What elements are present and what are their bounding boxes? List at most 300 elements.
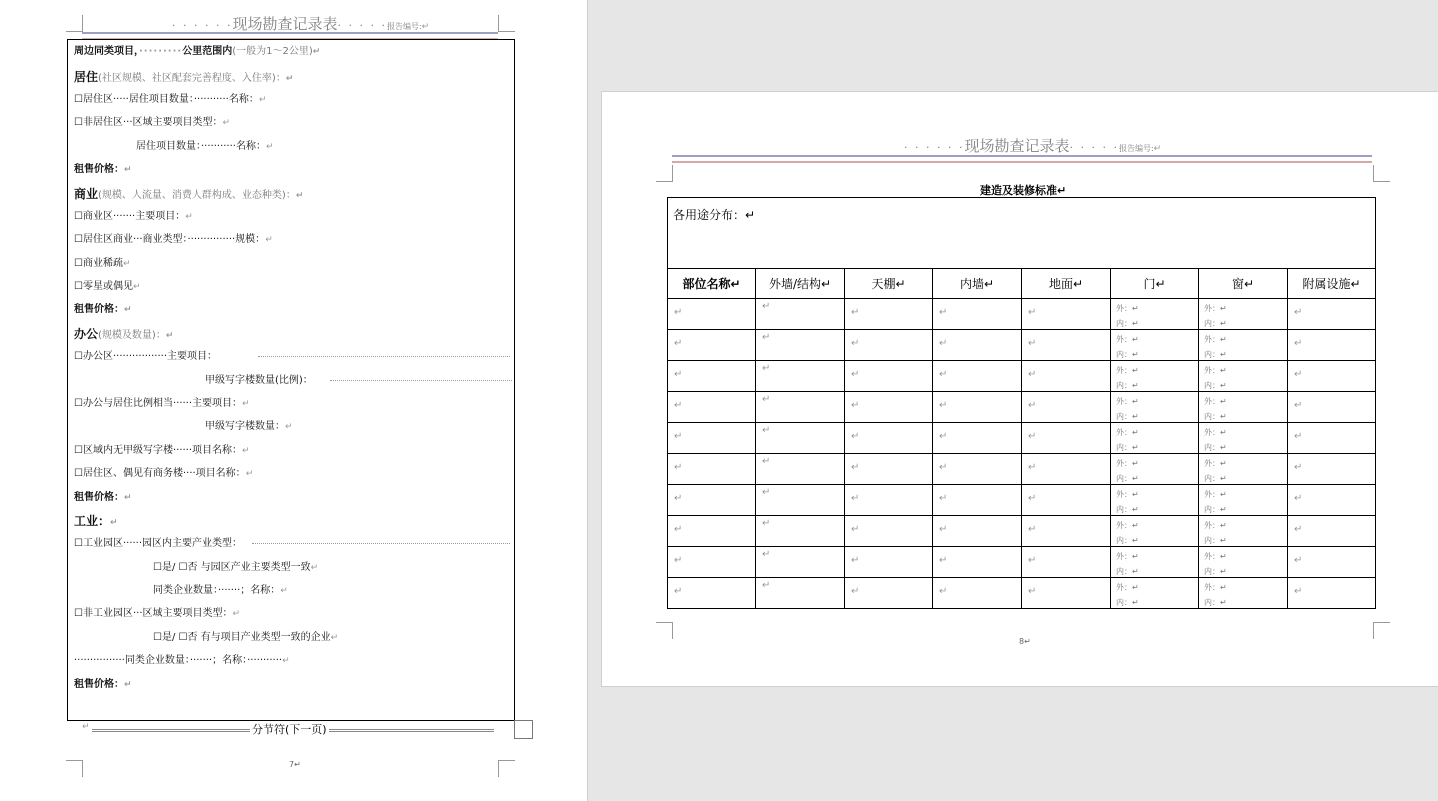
table-cell[interactable]	[668, 361, 756, 392]
outer-inner-fields	[1204, 518, 1227, 548]
paragraph-mark: ↵	[242, 446, 250, 456]
table-cell[interactable]	[933, 485, 1022, 516]
line-text: ☐非工业园区···区域主要项目类型：	[74, 608, 233, 619]
paragraph-mark: ↵	[1028, 431, 1037, 442]
paragraph-mark: ↵	[939, 369, 948, 380]
outer-label: 外：↵	[1116, 335, 1139, 344]
line-text: 同类企业数量：·······；名称：	[153, 585, 281, 596]
table-cell[interactable]	[845, 361, 933, 392]
line-text: ☐居住区商业···商业类型：···············规模：	[74, 234, 266, 245]
table-cell[interactable]	[1111, 330, 1199, 361]
paragraph-mark: ↵	[939, 493, 948, 504]
inner-label: 内：↵	[1116, 319, 1139, 328]
paragraph-mark: ↵	[851, 400, 860, 411]
inner-label: 内：↵	[1116, 350, 1139, 359]
usage-distribution-label: 各用途分布：↵	[673, 208, 756, 222]
paragraph-mark: ↵	[762, 394, 771, 405]
dotted-leader	[252, 543, 510, 544]
table-cell[interactable]	[845, 547, 933, 578]
table-cell[interactable]	[668, 423, 756, 454]
table-cell[interactable]	[756, 547, 845, 578]
paragraph-mark: ↵	[245, 469, 254, 479]
paragraph-mark: ↵	[1294, 369, 1303, 380]
table-cell[interactable]	[933, 330, 1022, 361]
table-cell[interactable]	[1022, 330, 1111, 361]
survey-line	[153, 561, 318, 575]
line-text: ☐办公区·················主要项目：	[74, 351, 218, 362]
table-cell[interactable]	[668, 299, 756, 330]
column-header: 窗↵	[1199, 269, 1288, 299]
outer-inner-fields	[1204, 549, 1227, 579]
line-text: ☐工业园区······园区内主要产业类型：	[74, 538, 243, 549]
paragraph-mark: ↵	[124, 305, 132, 315]
table-cell[interactable]	[933, 578, 1022, 609]
line-text: ☐居住区·····居住项目数量：···········名称：	[74, 94, 259, 105]
survey-line	[205, 420, 293, 434]
paragraph-mark: ↵	[110, 518, 118, 528]
line-text: ☐是/ ☐否 有与项目产业类型一致的企业	[153, 632, 331, 643]
survey-line	[74, 607, 240, 621]
paragraph-mark: ↵	[1294, 307, 1303, 318]
inner-label: 内：↵	[1116, 598, 1139, 607]
column-header: 附属设施↵	[1288, 269, 1376, 299]
table-cell[interactable]	[933, 299, 1022, 330]
table-cell[interactable]	[1288, 547, 1376, 578]
column-header: 天棚↵	[845, 269, 933, 299]
paragraph-mark: ↵	[124, 493, 132, 503]
table-row	[668, 485, 1376, 516]
line-text: 租售价格：	[74, 164, 124, 175]
table-cell[interactable]	[668, 392, 756, 423]
table-cell[interactable]	[845, 516, 933, 547]
line-text: 租售价格：	[74, 304, 124, 315]
table-row	[668, 392, 1376, 423]
crop-mark-bottom-right	[1373, 622, 1390, 639]
survey-line	[153, 584, 288, 598]
paragraph-mark: ↵	[851, 524, 860, 535]
survey-line	[74, 70, 293, 86]
table-cell[interactable]	[933, 547, 1022, 578]
line-text: ················同类企业数量：·······；名称：···········	[74, 655, 283, 666]
survey-line	[74, 303, 132, 317]
line-text: ☐是/ ☐否 与园区产业主要类型一致	[153, 562, 311, 573]
paragraph-mark: ↵	[1294, 493, 1303, 504]
paragraph-mark: ↵	[939, 400, 948, 411]
table-cell[interactable]	[1111, 361, 1199, 392]
crop-mark-bottom-left	[656, 622, 673, 639]
table-cell[interactable]	[756, 516, 845, 547]
table-cell[interactable]	[1199, 361, 1288, 392]
line-text: (社区规模、社区配套完善程度、入住率)：	[98, 73, 286, 84]
outer-label: 外：↵	[1204, 459, 1227, 468]
paragraph-mark: ↵	[674, 586, 683, 597]
table-cell[interactable]	[1111, 485, 1199, 516]
table-cell[interactable]	[668, 454, 756, 485]
table-cell[interactable]	[845, 485, 933, 516]
paragraph-mark: ↵	[674, 307, 683, 318]
survey-line	[74, 444, 250, 458]
line-text: 甲级写字楼数量：	[205, 421, 285, 432]
survey-line	[136, 140, 274, 154]
outer-inner-fields	[1204, 425, 1227, 455]
page-7	[0, 0, 588, 801]
survey-line	[74, 257, 131, 271]
header-dots: · · · · · ·	[172, 19, 233, 32]
paragraph-mark: ↵	[232, 609, 241, 619]
paragraph-mark: ↵	[851, 338, 860, 349]
crop-mark-top-right	[498, 15, 515, 32]
paragraph-mark: ↵	[1028, 338, 1037, 349]
construction-standard-table	[667, 197, 1376, 609]
dotted-leader	[330, 380, 512, 381]
outer-label: 外：↵	[1204, 428, 1227, 437]
dotted-leader	[258, 356, 510, 357]
paragraph-mark: ↵	[265, 142, 274, 152]
paragraph-mark: ↵	[674, 338, 683, 349]
survey-line	[74, 93, 266, 107]
table-cell[interactable]	[756, 578, 845, 609]
line-text: (一般为1～2公里)	[232, 46, 313, 57]
table-cell[interactable]	[756, 330, 845, 361]
paragraph-mark: ↵	[124, 680, 132, 690]
table-cell[interactable]	[1288, 299, 1376, 330]
outer-label: 外：↵	[1204, 366, 1227, 375]
outer-inner-fields	[1116, 394, 1139, 424]
table-cell[interactable]	[1111, 299, 1199, 330]
paragraph-mark: ↵	[165, 331, 174, 341]
line-text: 办公	[74, 327, 99, 341]
paragraph-mark: ↵	[762, 580, 771, 591]
table-row	[668, 454, 1376, 485]
table-cell[interactable]	[1199, 454, 1288, 485]
report-number-label: 报告编号:	[386, 22, 422, 31]
paragraph-mark: ↵	[421, 22, 430, 32]
crop-mark-bottom-right	[498, 760, 515, 777]
paragraph-mark: ↵	[674, 493, 683, 504]
paragraph-mark: ↵	[762, 332, 771, 343]
outer-label: 外：↵	[1204, 583, 1227, 592]
paragraph-mark: ↵	[1294, 400, 1303, 411]
paragraph-mark: ↵	[82, 722, 90, 732]
table-cell[interactable]	[845, 299, 933, 330]
inner-label: 内：↵	[1204, 505, 1227, 514]
outer-inner-fields	[1116, 363, 1139, 393]
section-break	[82, 722, 494, 736]
header-dots-2: · · · · ·	[1069, 141, 1119, 154]
layout-options-box[interactable]	[514, 720, 533, 739]
paragraph-mark: ↵	[282, 656, 290, 666]
line-text: 商业	[74, 187, 99, 201]
paragraph-mark: ↵	[762, 518, 771, 529]
paragraph-mark: ↵	[674, 369, 683, 380]
table-row	[668, 299, 1376, 330]
outer-label: 外：↵	[1204, 552, 1227, 561]
outer-label: 外：↵	[1116, 583, 1139, 592]
column-header: 门↵	[1111, 269, 1199, 299]
table-cell[interactable]	[1022, 392, 1111, 423]
line-text: 周边同类项目，	[74, 46, 139, 57]
line-text: 居住项目数量：···········名称：	[136, 141, 266, 152]
table-cell[interactable]	[1111, 392, 1199, 423]
table-row	[668, 578, 1376, 609]
table-cell[interactable]	[1288, 578, 1376, 609]
table-cell[interactable]	[933, 454, 1022, 485]
paragraph-mark: ↵	[1028, 524, 1037, 535]
table-cell[interactable]	[1199, 578, 1288, 609]
page-header	[172, 13, 429, 34]
outer-inner-fields	[1116, 549, 1139, 579]
table-cell[interactable]	[933, 392, 1022, 423]
table-cell[interactable]	[1022, 578, 1111, 609]
paragraph-mark: ↵	[242, 399, 250, 409]
survey-line	[74, 116, 230, 130]
table-cell[interactable]	[1288, 330, 1376, 361]
paragraph-mark: ↵	[851, 307, 860, 318]
inner-label: 内：↵	[1204, 350, 1227, 359]
table-cell[interactable]	[668, 330, 756, 361]
table-cell[interactable]	[668, 547, 756, 578]
table-cell[interactable]	[1288, 423, 1376, 454]
survey-line	[205, 374, 313, 388]
paragraph-mark: ↵	[674, 431, 683, 442]
paragraph-mark: ↵	[762, 363, 771, 374]
outer-inner-fields	[1204, 332, 1227, 362]
page-number: 8↵	[1019, 637, 1031, 646]
paragraph-mark: ↵	[1294, 586, 1303, 597]
outer-label: 外：↵	[1204, 304, 1227, 313]
inner-label: 内：↵	[1116, 474, 1139, 483]
outer-label: 外：↵	[1116, 366, 1139, 375]
outer-inner-fields	[1116, 301, 1139, 331]
table-cell[interactable]	[845, 454, 933, 485]
line-text: ☐零星或偶见	[74, 281, 133, 292]
outer-inner-fields	[1116, 518, 1139, 548]
paragraph-mark: ↵	[222, 118, 231, 128]
paragraph-mark: ↵	[939, 586, 948, 597]
table-row	[668, 330, 1376, 361]
crop-mark-top-right	[1373, 165, 1390, 182]
page-header	[904, 135, 1161, 156]
outer-inner-fields	[1116, 425, 1139, 455]
table-cell[interactable]	[1022, 454, 1111, 485]
table-cell[interactable]	[1022, 423, 1111, 454]
line-text: ☐办公与居住比例相当······主要项目：	[74, 398, 243, 409]
inner-label: 内：↵	[1204, 443, 1227, 452]
header-dots: · · · · · ·	[904, 141, 965, 154]
paragraph-mark: ↵	[762, 301, 771, 312]
paragraph-mark: ↵	[939, 307, 948, 318]
paragraph-mark: ↵	[310, 563, 319, 573]
paragraph-mark: ↵	[762, 487, 771, 498]
table-cell[interactable]	[1199, 392, 1288, 423]
table-cell[interactable]	[1199, 516, 1288, 547]
table-cell[interactable]	[756, 361, 845, 392]
survey-line	[74, 491, 132, 505]
survey-line	[74, 187, 303, 203]
table-cell[interactable]	[1111, 516, 1199, 547]
paragraph-mark: ↵	[1294, 462, 1303, 473]
paragraph-mark: ↵	[939, 462, 948, 473]
table-cell[interactable]	[1199, 547, 1288, 578]
table-cell[interactable]	[1022, 485, 1111, 516]
paragraph-mark: ↵	[674, 400, 683, 411]
paragraph-mark: ↵	[1028, 493, 1037, 504]
paragraph-mark: ↵	[851, 431, 860, 442]
table-cell[interactable]	[1199, 330, 1288, 361]
table-cell[interactable]	[1288, 516, 1376, 547]
paragraph-mark: ↵	[1294, 338, 1303, 349]
outer-label: 外：↵	[1204, 521, 1227, 530]
paragraph-mark: ↵	[1028, 400, 1037, 411]
inner-label: 内：↵	[1204, 536, 1227, 545]
table-cell[interactable]	[1111, 423, 1199, 454]
survey-line	[74, 327, 173, 343]
table-cell[interactable]	[756, 423, 845, 454]
outer-inner-fields	[1204, 301, 1227, 331]
paragraph-mark: ↵	[285, 422, 293, 432]
survey-line	[74, 514, 118, 530]
outer-inner-fields	[1116, 487, 1139, 517]
table-cell[interactable]	[1022, 547, 1111, 578]
paragraph-mark: ↵	[124, 165, 132, 175]
table-cell[interactable]	[933, 516, 1022, 547]
table-cell[interactable]	[1288, 454, 1376, 485]
table-cell[interactable]	[933, 423, 1022, 454]
table-cell[interactable]	[933, 361, 1022, 392]
table-row	[668, 423, 1376, 454]
paragraph-mark: ↵	[265, 235, 273, 245]
table-cell[interactable]	[756, 392, 845, 423]
outer-inner-fields	[1204, 580, 1227, 610]
table-cell[interactable]	[845, 423, 933, 454]
paragraph-mark: ↵	[1153, 144, 1162, 154]
paragraph-mark: ↵	[939, 555, 948, 566]
outer-inner-fields	[1116, 332, 1139, 362]
outer-label: 外：↵	[1204, 335, 1227, 344]
table-cell[interactable]	[1288, 392, 1376, 423]
paragraph-mark: ↵	[1294, 555, 1303, 566]
paragraph-mark: ↵	[851, 555, 860, 566]
table-cell[interactable]	[1288, 361, 1376, 392]
line-text: ·········	[139, 46, 183, 57]
table-cell[interactable]	[845, 330, 933, 361]
table-cell[interactable]	[1022, 299, 1111, 330]
table-cell[interactable]	[1111, 578, 1199, 609]
survey-line	[74, 233, 273, 247]
paragraph-mark: ↵	[939, 431, 948, 442]
table-row	[668, 516, 1376, 547]
line-text: ☐居住区、偶见有商务楼····项目名称：	[74, 468, 246, 479]
outer-label: 外：↵	[1116, 397, 1139, 406]
inner-label: 内：↵	[1116, 567, 1139, 576]
header-title: 现场勘查记录表	[964, 137, 1070, 155]
paragraph-mark: ↵	[674, 524, 683, 535]
header-title: 现场勘查记录表	[232, 15, 338, 33]
line-text: (规模及数量)：	[98, 330, 166, 341]
table-cell[interactable]	[1111, 547, 1199, 578]
survey-line	[74, 654, 290, 668]
paragraph-mark: ↵	[762, 549, 771, 560]
paragraph-mark: ↵	[122, 259, 131, 269]
survey-line	[74, 537, 242, 551]
column-header: 内墙↵	[933, 269, 1022, 299]
outer-label: 外：↵	[1116, 490, 1139, 499]
line-text: 居住	[74, 70, 99, 84]
column-header: 部位名称↵	[668, 269, 756, 299]
outer-inner-fields	[1204, 456, 1227, 486]
table-cell[interactable]	[845, 578, 933, 609]
paragraph-mark: ↵	[939, 524, 948, 535]
survey-line	[153, 631, 338, 645]
usage-distribution-cell[interactable]	[668, 198, 1376, 269]
paragraph-mark: ↵	[1028, 307, 1037, 318]
paragraph-mark: ↵	[674, 555, 683, 566]
survey-line	[74, 45, 320, 59]
paragraph-mark: ↵	[674, 462, 683, 473]
line-text: 租售价格：	[74, 492, 124, 503]
table-cell[interactable]	[668, 485, 756, 516]
crop-mark-top-left	[656, 165, 673, 182]
paragraph-mark: ↵	[1028, 586, 1037, 597]
line-text: 工业：	[74, 514, 111, 528]
table-cell[interactable]	[1022, 516, 1111, 547]
crop-mark-top-left	[66, 15, 83, 32]
inner-label: 内：↵	[1116, 412, 1139, 421]
table-cell[interactable]	[1288, 485, 1376, 516]
outer-inner-fields	[1116, 456, 1139, 486]
paragraph-mark: ↵	[851, 369, 860, 380]
table-header-row	[668, 269, 1376, 299]
paragraph-mark: ↵	[851, 493, 860, 504]
paragraph-mark: ↵	[1028, 462, 1037, 473]
table-title: 建造及装修标准↵	[980, 184, 1067, 197]
table-cell[interactable]	[756, 454, 845, 485]
paragraph-mark: ↵	[258, 95, 267, 105]
table-cell[interactable]	[1199, 423, 1288, 454]
paragraph-mark: ↵	[1294, 524, 1303, 535]
table-cell[interactable]	[668, 578, 756, 609]
table-row	[668, 547, 1376, 578]
outer-inner-fields	[1204, 487, 1227, 517]
paragraph-mark: ↵	[285, 74, 294, 84]
table-cell[interactable]	[1022, 361, 1111, 392]
outer-inner-fields	[1204, 394, 1227, 424]
survey-line	[74, 467, 253, 481]
line-text: 租售价格：	[74, 679, 124, 690]
paragraph-mark: ↵	[1028, 555, 1037, 566]
paragraph-mark: ↵	[851, 462, 860, 473]
crop-mark-bottom-left	[66, 760, 83, 777]
line-text: ☐区域内无甲级写字楼······项目名称：	[74, 445, 243, 456]
paragraph-mark: ↵	[295, 191, 304, 201]
table-cell[interactable]	[1199, 485, 1288, 516]
table-cell[interactable]	[756, 485, 845, 516]
paragraph-mark: ↵	[1294, 431, 1303, 442]
paragraph-mark: ↵	[762, 456, 771, 467]
table-cell[interactable]	[1199, 299, 1288, 330]
table-cell[interactable]	[668, 516, 756, 547]
table-cell[interactable]	[756, 299, 845, 330]
table-cell[interactable]	[1111, 454, 1199, 485]
column-header: 外墙/结构↵	[756, 269, 845, 299]
inner-label: 内：↵	[1116, 505, 1139, 514]
paragraph-mark: ↵	[280, 586, 288, 596]
outer-label: 外：↵	[1116, 552, 1139, 561]
table-cell[interactable]	[845, 392, 933, 423]
survey-line	[74, 163, 132, 177]
paragraph-mark: ↵	[132, 282, 141, 292]
paragraph-mark: ↵	[185, 212, 193, 222]
